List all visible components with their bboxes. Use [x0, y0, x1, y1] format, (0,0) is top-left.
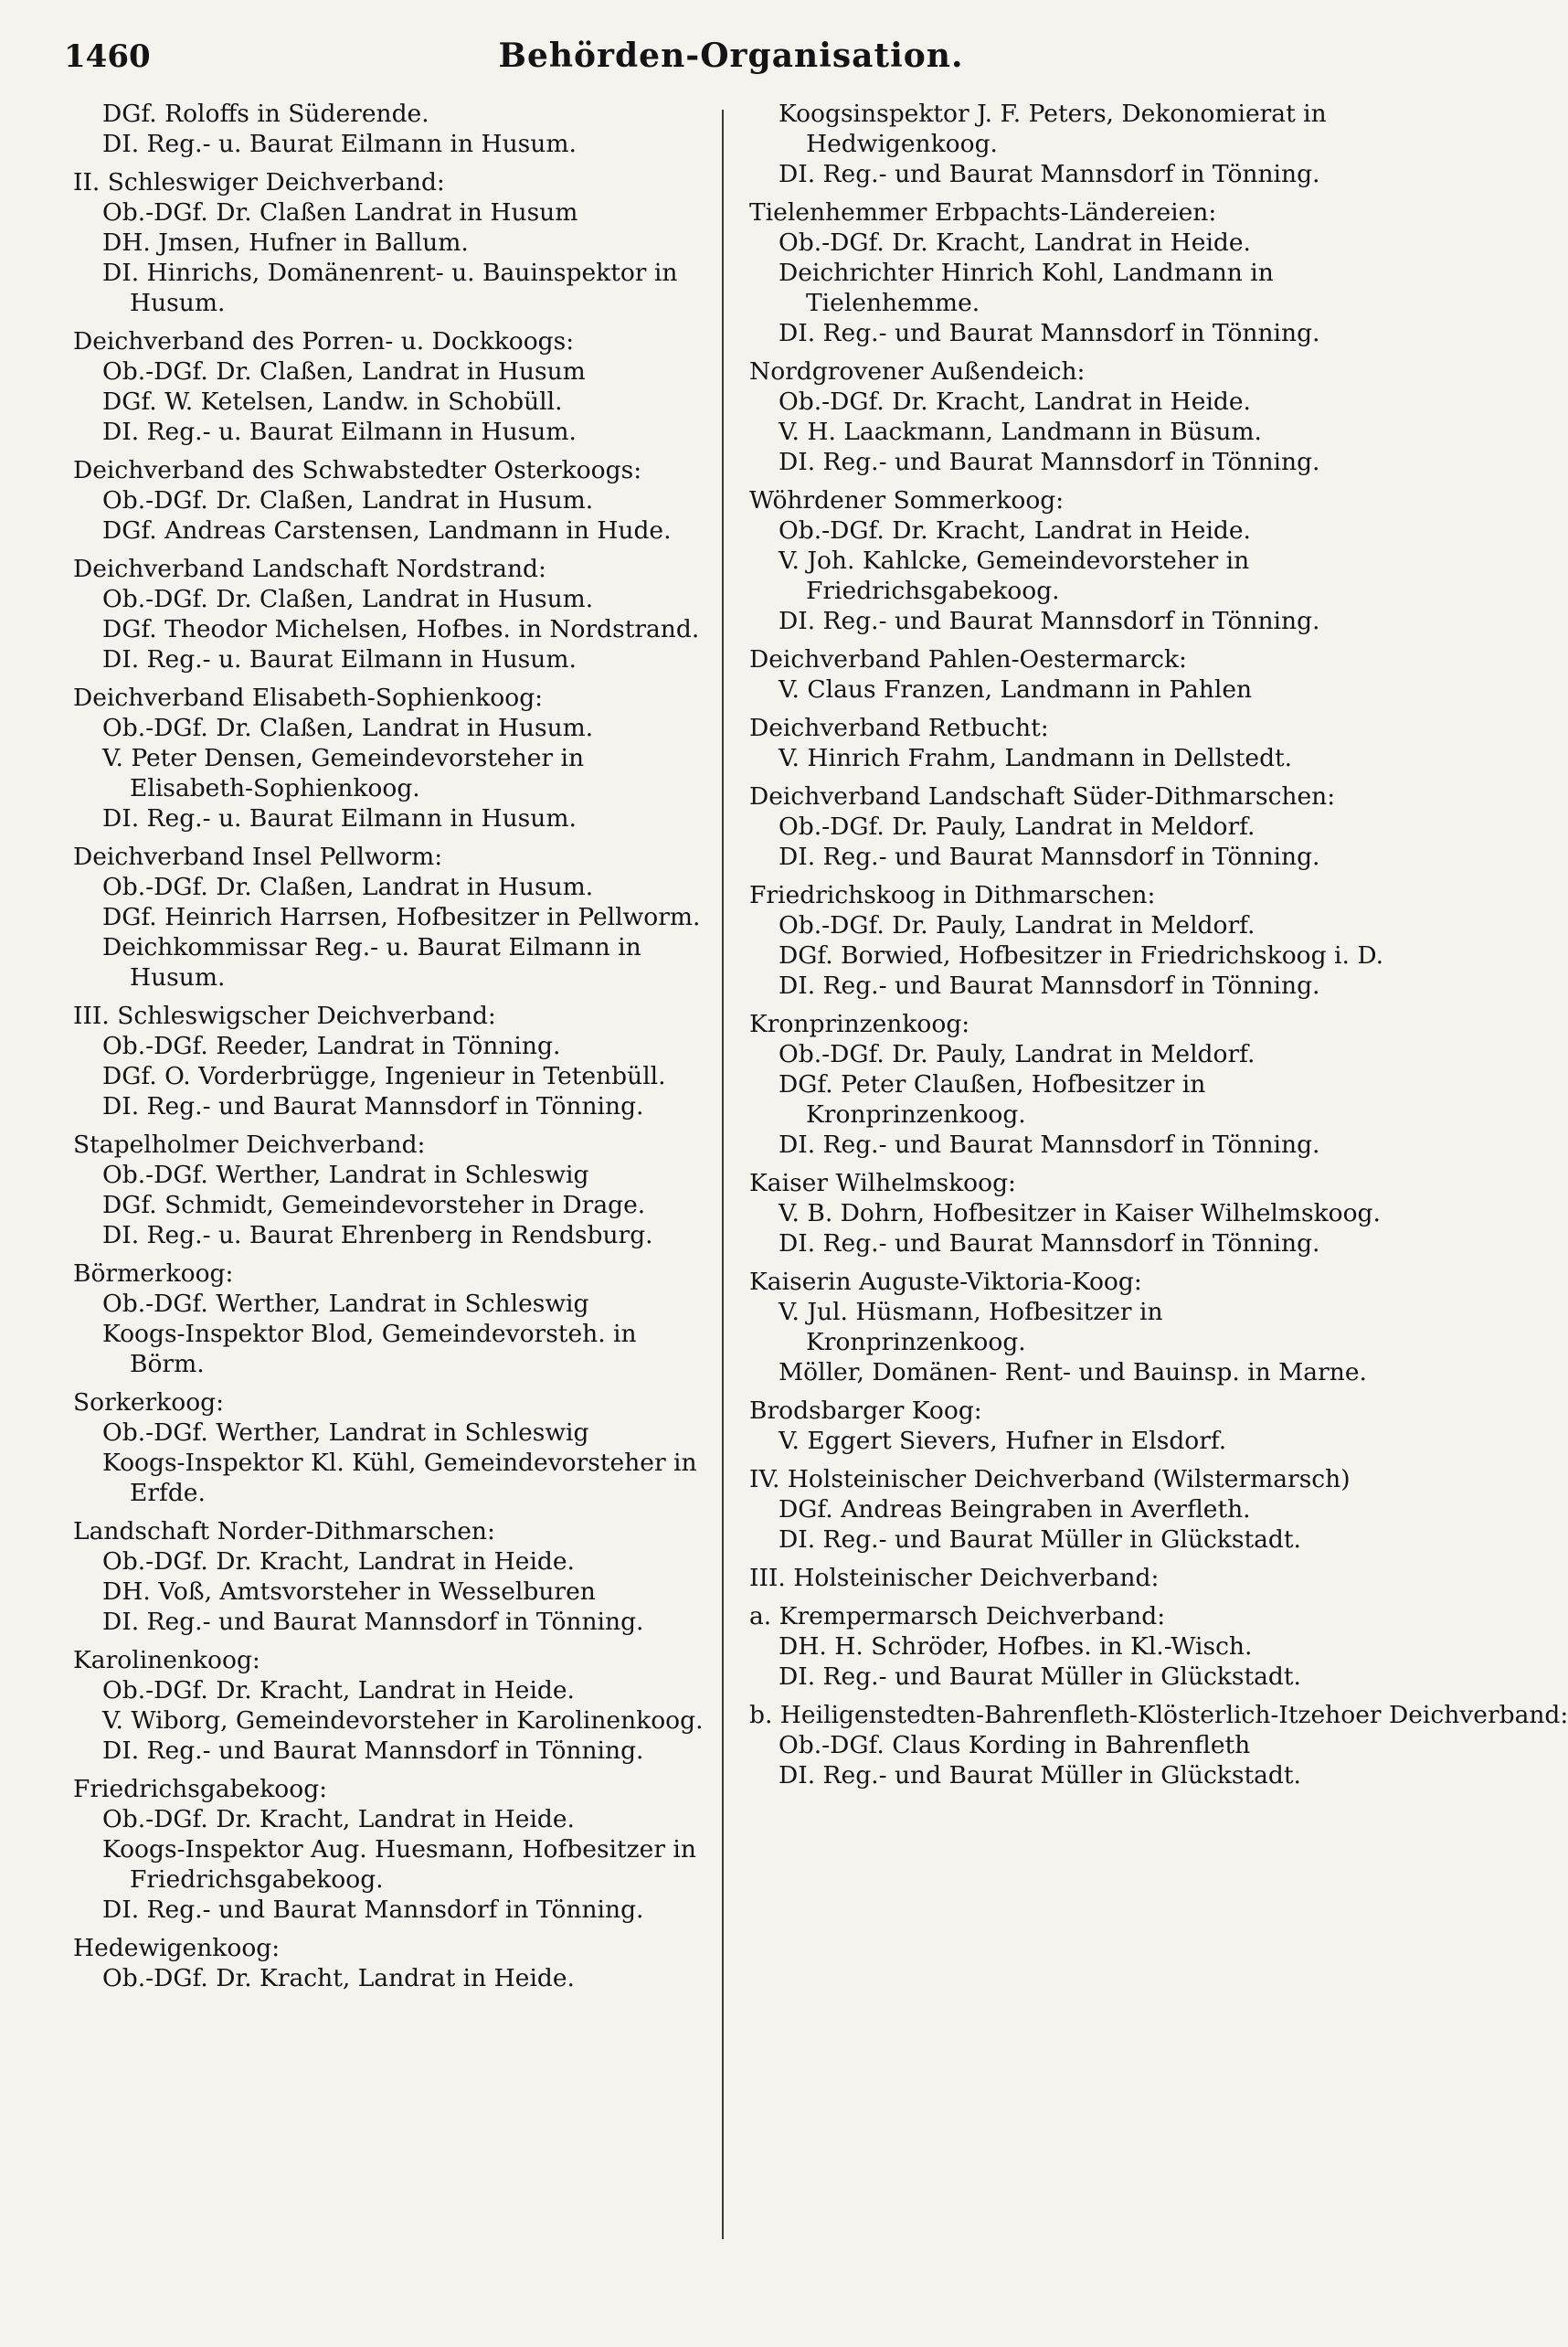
entry-heading: Sorkerkoog: [73, 1388, 225, 1417]
authority-entry [749, 644, 1389, 705]
entry-heading: Kaiserin Auguste-Viktoria-Koog: [749, 1268, 1142, 1296]
entry-line: DI. Reg.- und Baurat Mannsdorf in Tönning. [779, 160, 1320, 188]
authority-entry [73, 1774, 704, 1925]
entry-line: DI. Reg.- und Baurat Müller in Glückstadt. [779, 1662, 1301, 1691]
entry-line: DI. Reg.- u. Baurat Ehrenberg in Rendsburg. [102, 1221, 653, 1249]
entry-heading: Deichverband Landschaft Süder-Dithmarschen: [749, 782, 1336, 811]
authority-entry [749, 781, 1389, 872]
authority-entry [749, 356, 1389, 477]
column-divider [722, 110, 724, 2239]
authority-entry [73, 326, 704, 447]
entry-line: DI. Reg.- und Baurat Mannsdorf in Tönning. [779, 448, 1320, 476]
left-column [73, 99, 704, 2002]
authority-entry [749, 1464, 1389, 1555]
entry-line: V. Joh. Kahlcke, Gemeindevorsteher in Friedrichsgabekoog. [779, 547, 1250, 605]
entry-line: Koogs-Inspektor Aug. Huesmann, Hofbesitzer in Friedrichsgabekoog. [102, 1835, 696, 1894]
entry-line: Koogsinspektor J. F. Peters, Dekonomierat in Hedwigenkoog. [779, 100, 1327, 158]
entry-heading: Deichverband Pahlen-Oestermarck: [749, 645, 1187, 674]
entry-heading: Hedewigenkoog: [73, 1934, 281, 1962]
entry-heading: Friedrichsgabekoog: [73, 1775, 328, 1803]
entry-line: Ob.-DGf. Dr. Kracht, Landrat in Heide. [779, 516, 1251, 545]
authority-entry [73, 1645, 704, 1766]
authority-entry [749, 197, 1389, 348]
entry-line: Ob.-DGf. Dr. Kracht, Landrat in Heide. [779, 388, 1251, 416]
authority-entry [749, 99, 1389, 189]
authority-entry [749, 1267, 1389, 1387]
authority-entry [73, 842, 704, 993]
entry-heading: Kronprinzenkoog: [749, 1010, 970, 1038]
entry-line: DH. H. Schröder, Hofbes. in Kl.-Wisch. [779, 1632, 1253, 1661]
authority-entry [749, 1700, 1568, 1790]
entry-heading: Karolinenkoog: [73, 1646, 260, 1674]
entry-line: Ob.-DGf. Dr. Kracht, Landrat in Heide. [102, 1676, 575, 1704]
entry-heading: Brodsbarger Koog: [749, 1397, 982, 1425]
authority-entry [73, 1258, 704, 1379]
entry-line: Ob.-DGf. Werther, Landrat in Schleswig [102, 1161, 589, 1189]
entry-heading: Deichverband Retbucht: [749, 714, 1049, 742]
entry-line: Ob.-DGf. Dr. Kracht, Landrat in Heide. [102, 1964, 575, 1992]
authority-entry [749, 880, 1389, 1001]
entry-line: DI. Reg.- und Baurat Mannsdorf in Tönning. [102, 1608, 644, 1636]
authority-entry [749, 1601, 1389, 1692]
entry-line: DI. Reg.- und Baurat Mannsdorf in Tönning. [779, 319, 1320, 347]
entry-line: DI. Reg.- und Baurat Mannsdorf in Tönning. [779, 1229, 1320, 1258]
entry-line: Koogs-Inspektor Blod, Gemeindevorsteh. in Börm. [102, 1320, 637, 1378]
entry-line: DGf. Peter Claußen, Hofbesitzer in Kronprinzenkoog. [779, 1070, 1206, 1129]
entry-line: Ob.-DGf. Claus Kording in Bahrenfleth [779, 1731, 1251, 1759]
entry-heading: III. Holsteinischer Deichverband: [749, 1564, 1160, 1592]
entry-line: DI. Reg.- und Baurat Mannsdorf in Tönning. [779, 1131, 1320, 1159]
entry-line: DGf. Andreas Carstensen, Landmann in Hude. [102, 516, 672, 545]
entry-line: DI. Reg.- und Baurat Mannsdorf in Tönning. [102, 1896, 644, 1924]
authority-entry [749, 485, 1389, 636]
entry-line: DI. Reg.- und Baurat Mannsdorf in Tönning. [102, 1736, 644, 1765]
authority-entry [749, 1009, 1389, 1160]
entry-line: Ob.-DGf. Dr. Pauly, Landrat in Meldorf. [779, 911, 1255, 940]
entry-line: DI. Reg.- und Baurat Müller in Glückstadt. [779, 1525, 1301, 1554]
entry-line: Ob.-DGf. Dr. Claßen, Landrat in Husum. [102, 873, 594, 901]
page-number: 1460 [64, 38, 151, 75]
entry-line: DGf. Schmidt, Gemeindevorsteher in Drage. [102, 1191, 646, 1219]
entry-line: DGf. Heinrich Harrsen, Hofbesitzer in Pellworm. [102, 903, 701, 931]
entry-line: DI. Reg.- u. Baurat Eilmann in Husum. [102, 804, 577, 833]
entry-line: DH. Voß, Amtsvorsteher in Wesselburen [102, 1577, 596, 1606]
authority-entry [73, 455, 704, 546]
entry-heading: a. Krempermarsch Deichverband: [749, 1602, 1166, 1630]
entry-line: DI. Reg.- und Baurat Mannsdorf in Tönning. [779, 972, 1320, 1000]
entry-line: DI. Reg.- und Baurat Mannsdorf in Tönning. [779, 607, 1320, 635]
entry-heading: Stapelholmer Deichverband: [73, 1131, 426, 1159]
authority-entry [73, 1387, 704, 1508]
authority-entry [73, 1130, 704, 1250]
authority-entry [73, 554, 704, 674]
entry-heading: IV. Holsteinischer Deichverband (Wilstermarsch) [749, 1465, 1351, 1493]
entry-line: DGf. Borwied, Hofbesitzer in Friedrichskoog i. D. [779, 941, 1384, 970]
entry-line: V. B. Dohrn, Hofbesitzer in Kaiser Wilhelmskoog. [779, 1199, 1381, 1227]
entry-line: Koogs-Inspektor Kl. Kühl, Gemeindevorsteher in Erfde. [102, 1449, 697, 1507]
entry-line: DI. Reg.- u. Baurat Eilmann in Husum. [102, 645, 577, 674]
entry-line: DI. Reg.- u. Baurat Eilmann in Husum. [102, 130, 577, 158]
entry-line: V. Wiborg, Gemeindevorsteher in Karolinenkoog. [102, 1706, 704, 1735]
entry-line: DI. Reg.- und Baurat Mannsdorf in Tönning. [779, 843, 1320, 871]
entry-line: DI. Reg.- u. Baurat Eilmann in Husum. [102, 418, 577, 446]
authority-entry [73, 167, 704, 318]
entry-line: V. Peter Densen, Gemeindevorsteher in Elisabeth-Sophienkoog. [102, 744, 585, 802]
entry-heading: Börmerkoog: [73, 1259, 234, 1288]
entry-line: DI. Hinrichs, Domänenrent- u. Bauinspektor in Husum. [102, 259, 678, 317]
entry-line: DGf. O. Vorderbrügge, Ingenieur in Tetenbüll. [102, 1062, 666, 1090]
entry-line: DGf. W. Ketelsen, Landw. in Schobüll. [102, 388, 563, 416]
entry-line: Ob.-DGf. Dr. Claßen, Landrat in Husum. [102, 486, 594, 515]
entry-line: Ob.-DGf. Dr. Kracht, Landrat in Heide. [102, 1547, 575, 1576]
authority-entry [73, 683, 704, 834]
entry-heading: Tielenhemmer Erbpachts-Ländereien: [749, 198, 1217, 227]
entry-line: DI. Reg.- und Baurat Müller in Glückstadt. [779, 1761, 1301, 1789]
authority-entry [749, 1168, 1389, 1258]
entry-line: Ob.-DGf. Dr. Claßen Landrat in Husum [102, 198, 578, 227]
entry-line: DH. Jmsen, Hufner in Ballum. [102, 228, 469, 257]
running-title: Behörden-Organisation. [498, 37, 964, 75]
entry-heading: b. Heiligenstedten-Bahrenfleth-Klösterlich-Itzehoer Deichverband: [749, 1701, 1568, 1729]
entry-line: V. Eggert Sievers, Hufner in Elsdorf. [779, 1427, 1227, 1455]
entry-heading: Deichverband des Porren- u. Dockkoogs: [73, 327, 575, 356]
entry-line: Ob.-DGf. Werther, Landrat in Schleswig [102, 1290, 589, 1318]
entry-heading: Deichverband Landschaft Nordstrand: [73, 555, 546, 583]
entry-line: Ob.-DGf. Dr. Kracht, Landrat in Heide. [102, 1805, 575, 1833]
entry-line: Ob.-DGf. Reeder, Landrat in Tönning. [102, 1032, 561, 1060]
entry-line: V. H. Laackmann, Landmann in Büsum. [779, 418, 1262, 446]
entry-line: Ob.-DGf. Dr. Claßen, Landrat in Husum. [102, 585, 594, 613]
entry-heading: Landschaft Norder-Dithmarschen: [73, 1517, 495, 1545]
entry-line: DI. Reg.- und Baurat Mannsdorf in Tönning. [102, 1092, 644, 1120]
entry-line: Deichrichter Hinrich Kohl, Landmann in Tielenhemme. [779, 259, 1274, 317]
entry-heading: Deichverband Insel Pellworm: [73, 843, 443, 871]
entry-line: Ob.-DGf. Dr. Claßen, Landrat in Husum [102, 357, 586, 386]
entry-line: DGf. Roloffs in Süderende. [102, 100, 429, 128]
authority-entry [73, 1516, 704, 1637]
entry-line: Ob.-DGf. Dr. Pauly, Landrat in Meldorf. [779, 1040, 1255, 1068]
entry-heading: Wöhrdener Sommerkoog: [749, 486, 1065, 515]
entry-heading: Deichverband des Schwabstedter Osterkoogs: [73, 456, 642, 484]
page-header [64, 29, 1398, 84]
entry-line: DGf. Andreas Beingraben in Averfleth. [779, 1495, 1251, 1524]
authority-entry [749, 713, 1389, 773]
entry-line: DGf. Theodor Michelsen, Hofbes. in Nordstrand. [102, 615, 700, 643]
authority-entry [749, 1396, 1389, 1456]
entry-heading: II. Schleswiger Deichverband: [73, 168, 445, 196]
entry-heading: Nordgrovener Außendeich: [749, 357, 1086, 386]
authority-entry [73, 1933, 704, 1993]
entry-line: Deichkommissar Reg.- u. Baurat Eilmann in Husum. [102, 933, 641, 992]
entry-line: V. Jul. Hüsmann, Hofbesitzer in Kronprinzenkoog. [779, 1298, 1163, 1356]
entry-line: V. Hinrich Frahm, Landmann in Dellstedt. [779, 744, 1293, 772]
entry-heading: III. Schleswigscher Deichverband: [73, 1002, 496, 1030]
authority-entry [749, 1563, 1389, 1593]
entry-line: Ob.-DGf. Dr. Pauly, Landrat in Meldorf. [779, 812, 1255, 841]
authority-entry [73, 99, 704, 159]
entry-heading: Kaiser Wilhelmskoog: [749, 1169, 1016, 1197]
entry-line: V. Claus Franzen, Landmann in Pahlen [779, 675, 1253, 704]
entry-line: Ob.-DGf. Dr. Claßen, Landrat in Husum. [102, 714, 594, 742]
entry-heading: Deichverband Elisabeth-Sophienkoog: [73, 684, 544, 712]
entry-line: Ob.-DGf. Dr. Kracht, Landrat in Heide. [779, 228, 1251, 257]
right-column [749, 99, 1568, 1799]
entry-line: Ob.-DGf. Werther, Landrat in Schleswig [102, 1418, 589, 1447]
entry-line: Möller, Domänen- Rent- und Bauinsp. in Marne. [779, 1358, 1367, 1386]
entry-heading: Friedrichskoog in Dithmarschen: [749, 881, 1156, 909]
authority-entry [73, 1001, 704, 1121]
